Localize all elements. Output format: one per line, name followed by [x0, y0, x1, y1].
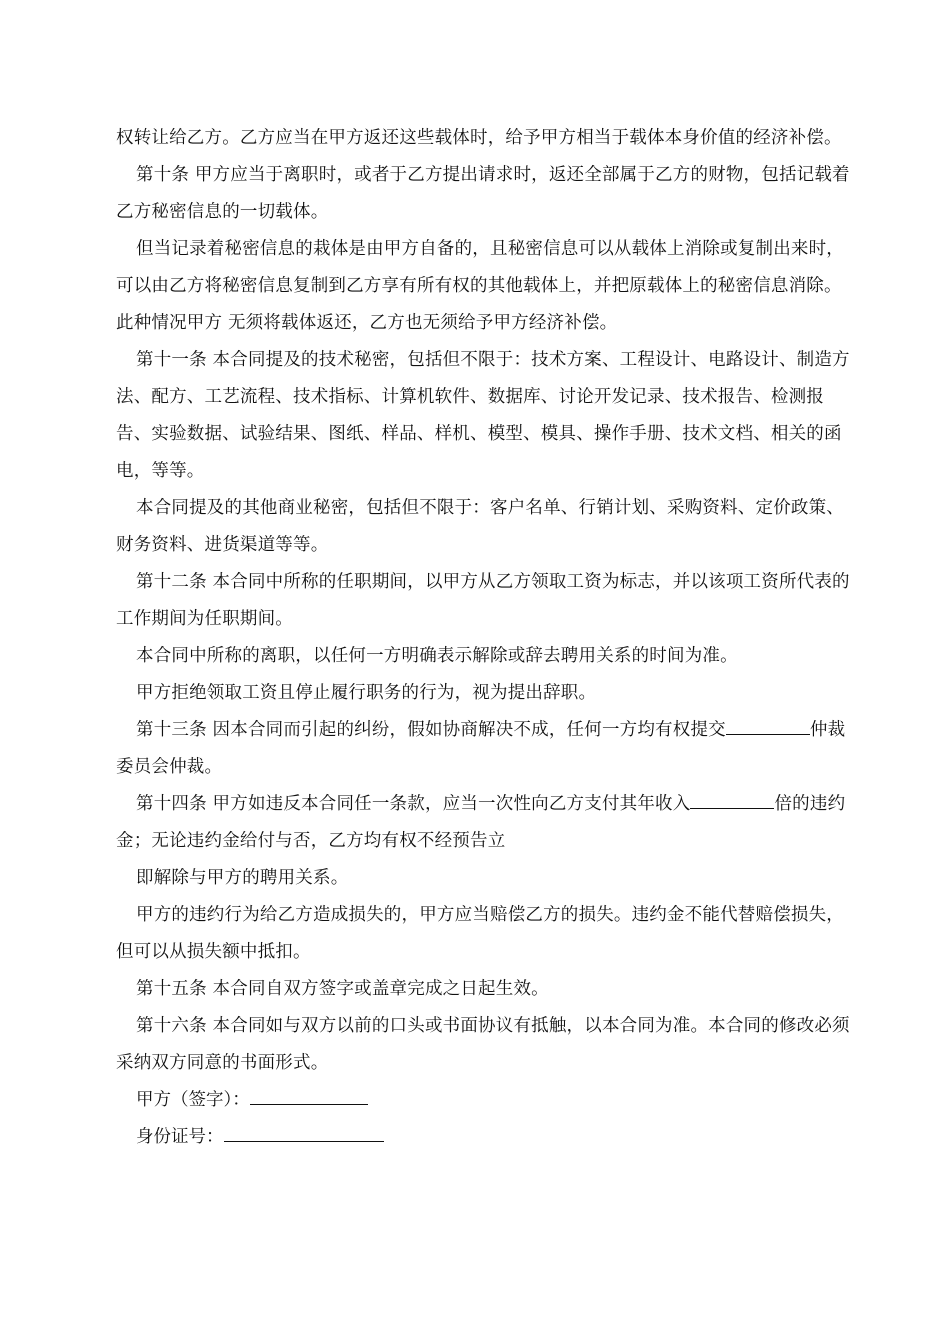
clause-12-resignation: 本合同中所称的离职，以任何一方明确表示解除或辞去聘用关系的时间为准。 [136, 646, 738, 666]
clause-14-continued: 即解除与甲方的聘用关系。 [136, 868, 349, 888]
clause-10-exception: 但当记录着秘密信息的栽体是由甲方自备的，且秘密信息可以从载体上消除或复制出来时，可以由乙方将秘密信息复制到乙方享有所有权的其他载体上，并把原载体上的秘密信息消除。此种情况甲方 无须将载体返还，乙方也无须给予甲方经济补偿。 [116, 239, 844, 333]
clause-16: 第十六条 本合同如与双方以前的口头或书面协议有抵触，以本合同为准。本合同的修改必须采纳双方同意的书面形式。 [116, 1016, 850, 1073]
clause-12-refusal: 甲方拒绝领取工资且停止履行职务的行为，视为提出辞职。 [136, 683, 597, 703]
penalty-multiple-blank-field[interactable] [690, 788, 774, 809]
clause-14 [116, 786, 850, 860]
clause-11: 第十一条 本合同提及的技术秘密，包括但不限于：技术方案、工程设计、电路设计、制造方法、配方、工艺流程、技术指标、计算机软件、数据库、讨论开发记录、技术报告、检测报告、实验数据、试验结果、图纸、样品、样机、模型、模具、操作手册、技术文档、相关的函电，等等。 [116, 350, 850, 481]
clause-14-text-end: 倍的违约金；无论违约金给付与否，乙方均有权不经预告立 [116, 794, 846, 851]
clause-13-text-end: 仲裁委员会仲裁。 [116, 720, 846, 777]
party-a-signature-field[interactable] [250, 1084, 368, 1105]
clause-14-damages: 甲方的违约行为给乙方造成损失的，甲方应当赔偿乙方的损失。违约金不能代替赔偿损失，但可以从损失额中抵扣。 [116, 905, 844, 962]
clause-10: 第十条 甲方应当于离职时，或者于乙方提出请求时，返还全部属于乙方的财物，包括记载着乙方秘密信息的一切载体。 [116, 165, 850, 222]
arbitration-blank-field-cont[interactable] [784, 714, 810, 735]
clause-14-text: 第十四条 甲方如违反本合同任一条款，应当一次性向乙方支付其年收入 [136, 794, 691, 814]
contract-page [116, 120, 850, 1156]
id-number-field[interactable] [224, 1121, 384, 1142]
party-a-signature-line [116, 1082, 850, 1119]
id-number-label: 身份证号： [136, 1127, 224, 1147]
clause-12: 第十二条 本合同中所称的任职期间，以甲方从乙方领取工资为标志，并以该项工资所代表的工作期间为任职期间。 [116, 572, 850, 629]
clause-13 [116, 712, 850, 786]
clause-15: 第十五条 本合同自双方签字或盖章完成之日起生效。 [136, 979, 549, 999]
party-a-signature-label: 甲方（签字）： [136, 1090, 250, 1110]
arbitration-blank-field[interactable] [726, 714, 784, 735]
clause-11-other-secrets: 本合同提及的其他商业秘密，包括但不限于：客户名单、行销计划、采购资料、定价政策、财务资料、进货渠道等等。 [116, 498, 844, 555]
id-number-line [116, 1119, 850, 1156]
clause-paragraph: 权转让给乙方。乙方应当在甲方返还这些载体时，给予甲方相当于载体本身价值的经济补偿。 [116, 128, 842, 148]
clause-13-text: 第十三条 因本合同而引起的纠纷，假如协商解决不成，任何一方均有权提交 [136, 720, 726, 740]
